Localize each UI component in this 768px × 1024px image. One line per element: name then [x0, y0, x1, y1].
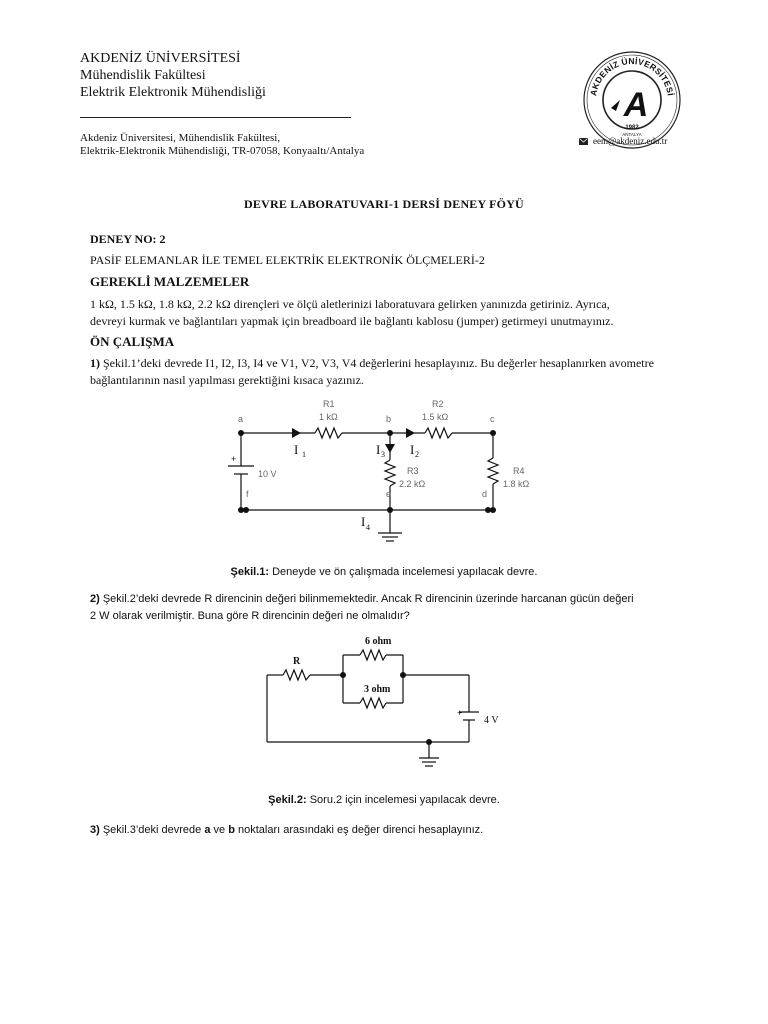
current-i4-label: I [361, 514, 366, 529]
prework-heading: ÖN ÇALIŞMA [90, 334, 175, 349]
address-line-2: Elektrik-Elektronik Mühendisliği, TR-07058, Konyaaltı/Antalya [80, 145, 365, 157]
materials-line-1: 1 kΩ, 1.5 kΩ, 1.8 kΩ, 2.2 kΩ dirençleri ve ölçü aletlerinizi laboratuvara gelirken yanınızda getiriniz. Ayrıca, [90, 297, 610, 311]
address-line-1: Akdeniz Üniversitesi, Mühendislik Fakültesi, [80, 132, 281, 144]
envelope-icon [579, 138, 588, 145]
r-label: R [293, 656, 301, 667]
figure-2-caption-text: Soru.2 için incelemesi yapılacak devre. [306, 794, 500, 806]
source-4v-value: 4 V [484, 715, 499, 726]
current-i3-sub: 3 [381, 450, 385, 459]
r-top-value: 6 ohm [365, 636, 392, 647]
question-2 [90, 591, 678, 625]
question-2-number: 2) [90, 593, 100, 605]
current-i3-label: I [376, 442, 381, 457]
current-i1-label: I [294, 442, 299, 457]
node-b-label: b [386, 414, 392, 424]
svg-text:+: + [231, 454, 237, 464]
logo-city: ANTALYA [622, 132, 642, 137]
email-contact [579, 136, 667, 146]
university-name: AKDENİZ ÜNİVERSİTESİ [80, 51, 241, 66]
materials-line-2: devreyi kurmak ve bağlantıları yapmak için breadboard ile bağlantı kablosu (jumper) getirmeyi unutmayınız. [90, 314, 614, 328]
current-i4-sub: 4 [366, 523, 370, 532]
email-address[interactable]: eem@akdeniz.edu.tr [593, 136, 668, 146]
address-block [80, 132, 364, 158]
header-divider [80, 117, 351, 118]
question-3-number: 3) [90, 824, 100, 836]
figure-2-label: Şekil.2: [268, 794, 307, 806]
r2-value: 1.5 kΩ [422, 412, 449, 422]
node-a-label: a [238, 414, 244, 424]
department-name: Elektrik Elektronik Mühendisliği [80, 85, 266, 100]
current-i2-sub: 2 [415, 450, 419, 459]
question-3-text-a: Şekil.3’deki devrede [99, 824, 205, 836]
document-title: DEVRE LABORATUVARI-1 DERSİ DENEY FÖYÜ [244, 197, 524, 211]
university-logo [582, 50, 682, 150]
question-1-line-2: bağlantılarının nasıl yapılması gerektiğini kısaca yazınız. [90, 373, 364, 387]
university-header [80, 50, 266, 101]
current-i2-label: I [410, 442, 415, 457]
faculty-name: Mühendislik Fakültesi [80, 68, 206, 83]
point-b-label: b [228, 824, 235, 836]
figure-1-circuit [200, 398, 540, 553]
question-1-number: 1) [90, 356, 100, 370]
experiment-title: PASİF ELEMANLAR İLE TEMEL ELEKTRİK ELEKTRONİK ÖLÇMELERİ-2 [90, 253, 485, 267]
node-f-label: f [246, 489, 249, 499]
r4-value: 1.8 kΩ [503, 479, 530, 489]
question-1 [90, 355, 678, 389]
figure-1-label: Şekil.1: [230, 566, 270, 578]
question-3 [90, 822, 678, 839]
r3-name: R3 [407, 466, 419, 476]
node-d-label: d [482, 489, 488, 499]
r2-name: R2 [432, 399, 444, 409]
r4-name: R4 [513, 466, 525, 476]
question-2-line-1: Şekil.2’deki devrede R direncinin değeri bilinmemektedir. Ancak R direncinin üzerinde harcanan gücün değeri [99, 593, 634, 605]
svg-text:+: + [457, 708, 463, 718]
figure-1-caption-text: Deneyde ve ön çalışmada incelemesi yapılacak devre. [269, 566, 538, 578]
r3-value: 2.2 kΩ [399, 479, 426, 489]
materials-paragraph [90, 296, 678, 330]
question-3-ve: ve [210, 824, 229, 836]
logo-ring-text: AKDENİZ ÜNİVERSİTESİ [588, 55, 676, 97]
figure-2-caption [0, 794, 768, 806]
node-e-label: e [386, 489, 392, 499]
r1-name: R1 [323, 399, 335, 409]
question-1-line-1: Şekil.1’deki devrede I1, I2, I3, I4 ve V1, V2, V3, V4 değerlerini hesaplayınız. Bu değerler hesaplanırken avometre [100, 356, 654, 370]
r-bottom-value: 3 ohm [364, 684, 391, 695]
node-c-label: c [490, 414, 495, 424]
point-a-label: a [204, 824, 211, 836]
question-2-line-2: 2 W olarak verilmiştir. Buna göre R direncinin değeri ne olmalıdır? [90, 610, 410, 622]
logo-monogram: A [623, 86, 649, 124]
figure-1-caption [0, 566, 768, 578]
source-value: 10 V [258, 469, 277, 479]
question-3-text-b: noktaları arasındaki eş değer direnci hesaplayınız. [234, 824, 484, 836]
current-i1-sub: 1 [302, 450, 306, 459]
materials-heading: GEREKLİ MALZEMELER [90, 274, 250, 289]
logo-year: 1982 [625, 125, 639, 131]
r1-value: 1 kΩ [319, 412, 338, 422]
figure-2-circuit [255, 630, 525, 780]
experiment-number: DENEY NO: 2 [90, 232, 166, 246]
